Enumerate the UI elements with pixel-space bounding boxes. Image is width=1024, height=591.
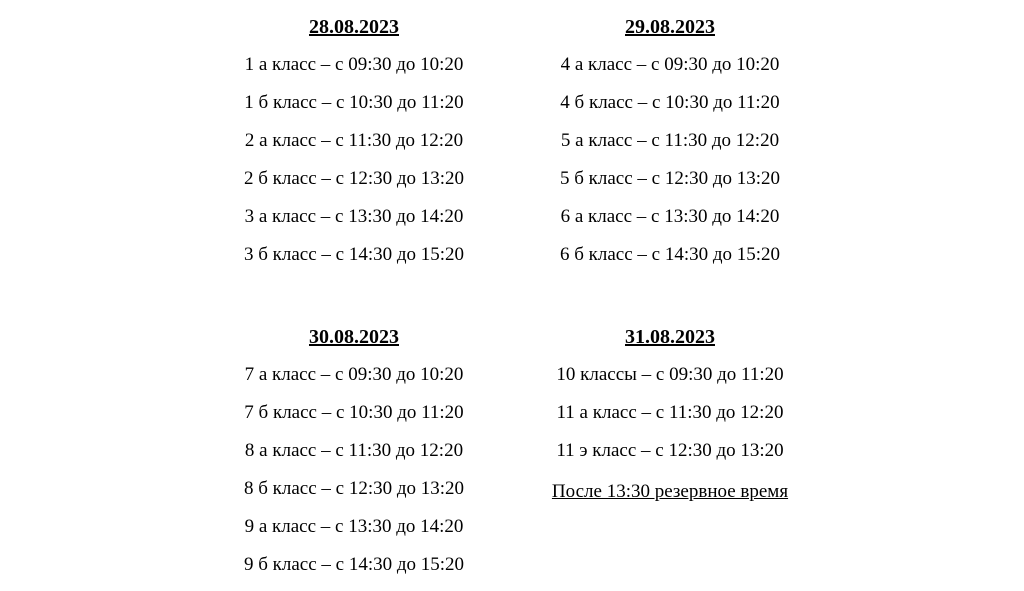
schedule-day-1 — [204, 15, 504, 281]
class-slot: 1 б класс – с 10:30 до 11:20 — [244, 92, 464, 113]
day-date: 28.08.2023 — [309, 16, 399, 38]
class-slot: 4 б класс – с 10:30 до 11:20 — [560, 92, 780, 113]
class-slot: 6 а класс – с 13:30 до 14:20 — [560, 206, 780, 227]
class-slot: 5 б класс – с 12:30 до 13:20 — [559, 168, 781, 189]
class-slot: 9 б класс – с 14:30 до 15:20 — [243, 554, 465, 575]
class-slot: 2 б класс – с 12:30 до 13:20 — [243, 168, 465, 189]
class-slot: 3 б класс – с 14:30 до 15:20 — [243, 244, 465, 265]
class-slot: 6 б класс – с 14:30 до 15:20 — [559, 244, 781, 265]
class-slot: 4 а класс – с 09:30 до 10:20 — [560, 54, 780, 75]
schedule-day-3 — [204, 325, 504, 591]
day-date: 30.08.2023 — [309, 326, 399, 348]
class-slot: 8 б класс – с 12:30 до 13:20 — [243, 478, 465, 499]
class-slot: 11 а класс – с 11:30 до 12:20 — [556, 402, 784, 423]
class-slot: 7 а класс – с 09:30 до 10:20 — [244, 364, 464, 385]
class-slot: 10 классы – с 09:30 до 11:20 — [556, 364, 784, 385]
schedule-day-4 — [520, 325, 820, 518]
class-slot: 1 а класс – с 09:30 до 10:20 — [244, 54, 464, 75]
day-date: 31.08.2023 — [625, 326, 715, 348]
class-slot: 5 а класс – с 11:30 до 12:20 — [560, 130, 780, 151]
reserve-time-note: После 13:30 резервное время — [551, 481, 789, 502]
class-slot: 7 б класс – с 10:30 до 11:20 — [244, 402, 464, 423]
schedule-day-2 — [520, 15, 820, 281]
day-date: 29.08.2023 — [625, 16, 715, 38]
class-slot: 9 а класс – с 13:30 до 14:20 — [244, 516, 464, 537]
class-slot: 8 а класс – с 11:30 до 12:20 — [244, 440, 464, 461]
class-slot: 11 э класс – с 12:30 до 13:20 — [556, 440, 784, 461]
class-slot: 3 а класс – с 13:30 до 14:20 — [244, 206, 464, 227]
class-slot: 2 а класс – с 11:30 до 12:20 — [244, 130, 464, 151]
